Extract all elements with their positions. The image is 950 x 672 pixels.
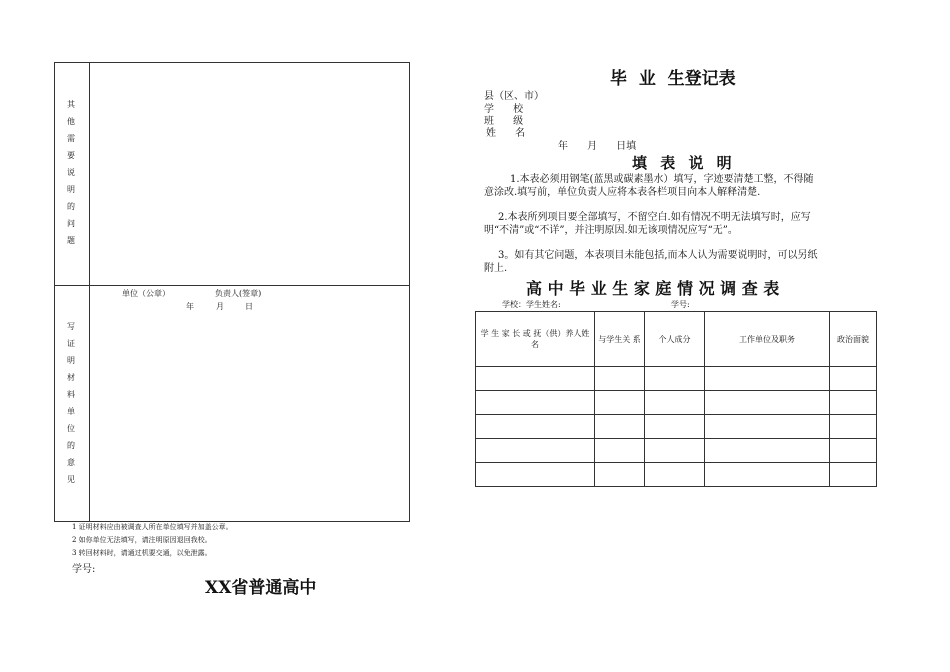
school-name: XX省普通高中 [205,578,317,598]
table-cell[interactable] [595,415,645,439]
note-2: 2 如你单位无法填写，请注明原因退回我校。 [72,536,212,544]
instruction-1: 1.本表必须用钢笔(蓝黑或碳素墨水）填写，字迹要清楚工整，不得随意涂改.填写前，单位负责人应将本表各栏项目向本人解释清楚. [484,174,814,198]
table-cell[interactable] [705,367,830,391]
table-cell[interactable] [705,415,830,439]
table-row [476,367,877,391]
table-row [476,415,877,439]
table-cell[interactable] [645,391,705,415]
table-cell[interactable] [830,439,877,463]
instruction-2: 2.本表所列项目要全部填写，不留空白.如有情况不明无法填写时，应写明“不清”或“不详”，并注明原因.如无该项情况应写“无”。 [484,212,811,236]
header-personal-status: 个人成分 [645,312,705,367]
other-issues-field[interactable] [90,63,408,285]
field-school: 学 校 [484,104,524,115]
table-cell[interactable] [705,463,830,487]
table-cell[interactable] [476,439,595,463]
certifying-unit-opinion-field[interactable] [90,312,408,520]
table-cell[interactable] [595,439,645,463]
survey-student-number-label: 学号: [671,300,690,309]
fill-date: 年 月 日填 [558,141,637,152]
header-guardian-name: 学 生 家 长 或 抚（供）养人姓名 [476,312,595,367]
table-cell[interactable] [705,439,830,463]
instruction-3: 3。如有其它问题，本表项目未能包括,而本人认为需要说明时，可以另纸附上. [484,250,818,274]
left-date-year: 年 [186,302,194,311]
left-row-divider [54,285,409,286]
family-survey-table [475,311,877,487]
left-date-day: 日 [245,302,253,311]
table-cell[interactable] [476,463,595,487]
table-cell[interactable] [476,415,595,439]
table-cell[interactable] [830,391,877,415]
table-row [476,463,877,487]
table-row [476,391,877,415]
table-cell[interactable] [645,439,705,463]
table-cell[interactable] [830,415,877,439]
field-name: 姓 名 [486,128,526,139]
header-political-status: 政治面貌 [830,312,877,367]
person-sign-label: 负责人(签章) [215,289,262,298]
note-3: 3 转回材料时，请通过机要交通，以免泄露。 [72,549,212,557]
field-class: 班 级 [484,116,524,127]
table-row [476,439,877,463]
unit-seal-label: 单位（公章） [122,289,170,298]
table-cell[interactable] [595,463,645,487]
table-cell[interactable] [595,391,645,415]
table-cell[interactable] [645,415,705,439]
header-workplace-position: 工作单位及职务 [705,312,830,367]
table-cell[interactable] [645,367,705,391]
table-cell[interactable] [476,391,595,415]
survey-title: 高 中 毕 业 生 家 庭 情 况 调 查 表 [526,279,780,298]
table-cell[interactable] [705,391,830,415]
table-cell[interactable] [645,463,705,487]
table-cell[interactable] [476,367,595,391]
instructions-title: 填 表 说 明 [632,154,736,172]
table-cell[interactable] [595,367,645,391]
field-county: 县（区、市） [484,91,544,102]
table-cell[interactable] [830,367,877,391]
table-cell[interactable] [830,463,877,487]
left-student-number: 学号: [72,564,96,575]
table-header-row [476,312,877,367]
note-1: 1 证明材料应由被调查人所在单位填写并加盖公章。 [72,523,233,531]
header-relationship: 与学生关 系 [595,312,645,367]
register-title: 毕 业 生登记表 [610,69,736,89]
left-date-month: 月 [216,302,224,311]
survey-school-name-label: 学校：学生姓名: [502,300,561,309]
other-issues-label: 其 他 需 要 说 明 的 问 题 [67,100,75,245]
certifying-unit-opinion-label: 写 证 明 材 料 单 位 的 意 见 [67,322,75,484]
